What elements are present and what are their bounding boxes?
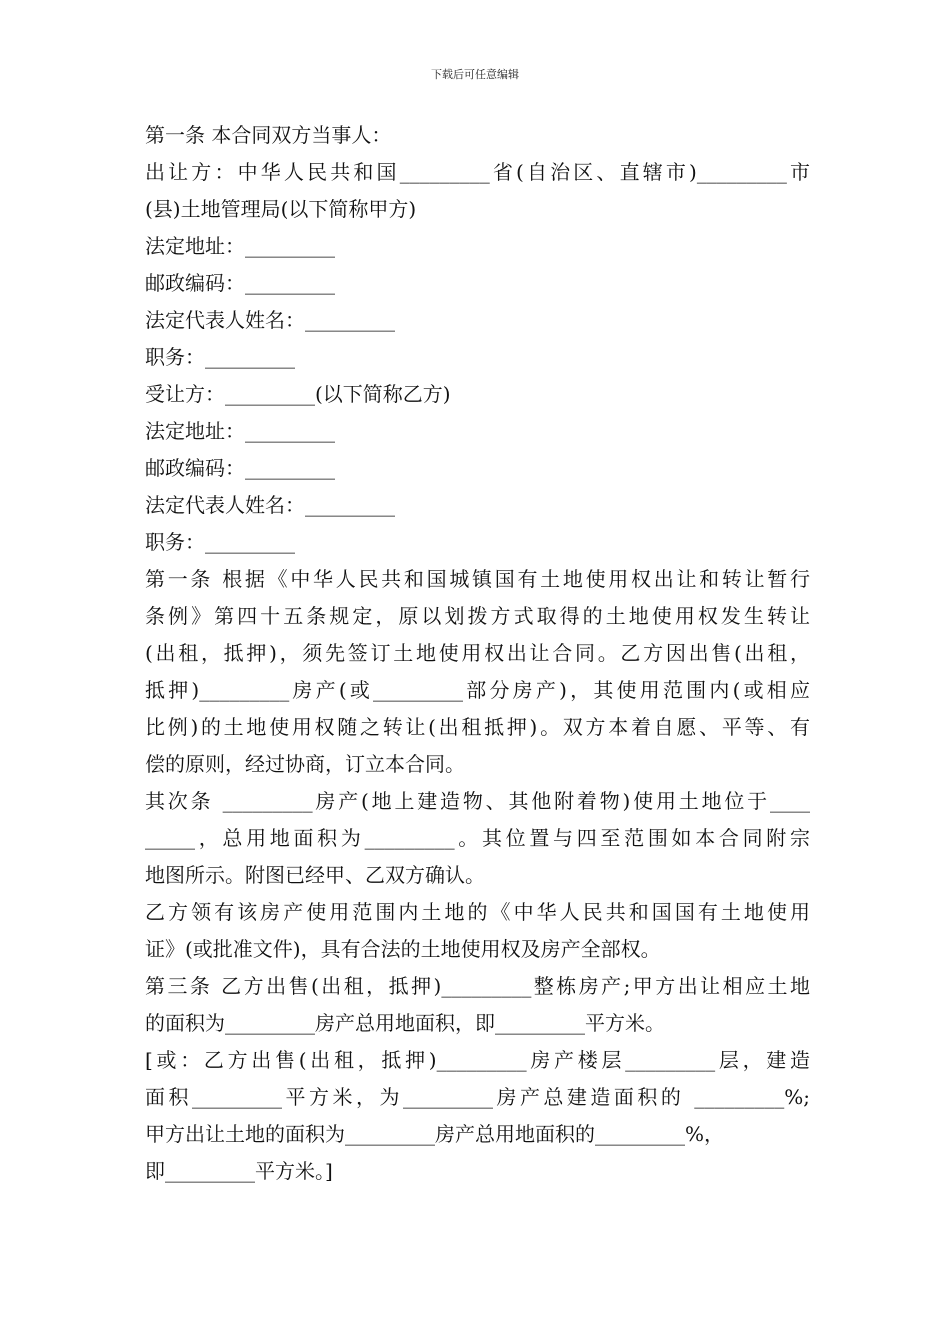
text-line: 面积_________平方米，为_________房产总建造面积的 _________%; [145,1085,810,1109]
text-line: 证》(或批准文件)，具有合法的土地使用权及房产全部权。 [145,937,661,961]
text-line: 其次条 _________房产(地上建造物、其他附着物)使用土地位于____ [145,789,810,813]
text-line: [或：乙方出售(出租，抵押)_________房产楼层_________层，建造 [145,1048,810,1072]
text-line: 邮政编码：_________ [145,456,335,480]
text-line: 法定代表人姓名：_________ [145,308,395,332]
text-line: 抵押)_________房产(或_________部分房产)，其使用范围内(或相应 [145,678,810,702]
text-line: 邮政编码：_________ [145,271,335,295]
text-line: 条例》第四十五条规定，原以划拨方式取得的土地使用权发生转让 [145,604,810,628]
text-line: 即_________平方米。] [145,1159,333,1183]
text-line: 地图所示。附图已经甲、乙双方确认。 [145,863,485,887]
text-line: _____，总用地面积为_________。其位置与四至范围如本合同附宗 [145,826,810,850]
text-line: 法定代表人姓名：_________ [145,493,395,517]
page-header: 下载后可任意编辑 [431,68,519,81]
text-line: 出让方：中华人民共和国_________省(自治区、直辖市)_________市 [145,160,810,184]
text-line: 偿的原则，经过协商，订立本合同。 [145,752,465,776]
text-line: 乙方领有该房产使用范围内土地的《中华人民共和国国有土地使用 [145,900,810,924]
text-line: (出租，抵押)，须先签订土地使用权出让合同。乙方因出售(出租， [145,641,810,665]
document-body [145,117,810,1190]
text-line: (县)土地管理局(以下简称甲方) [145,197,417,221]
text-line: 比例)的土地使用权随之转让(出租抵押)。双方本着自愿、平等、有 [145,715,810,739]
text-line: 职务：_________ [145,345,295,369]
text-line: 第一条 根据《中华人民共和国城镇国有土地使用权出让和转让暂行 [145,567,810,591]
text-line: 的面积为_________房产总用地面积，即_________平方米。 [145,1011,665,1035]
text-line: 法定地址：_________ [145,234,335,258]
text-line: 法定地址：_________ [145,419,335,443]
text-line: 第三条 乙方出售(出租，抵押)_________整栋房产;甲方出让相应土地 [145,974,810,998]
text-line: 受让方：_________(以下简称乙方) [145,382,451,406]
text-line: 第一条 本合同双方当事人： [145,123,392,147]
text-line: 职务：_________ [145,530,295,554]
text-line: 甲方出让土地的面积为_________房产总用地面积的_________%， [145,1122,725,1146]
